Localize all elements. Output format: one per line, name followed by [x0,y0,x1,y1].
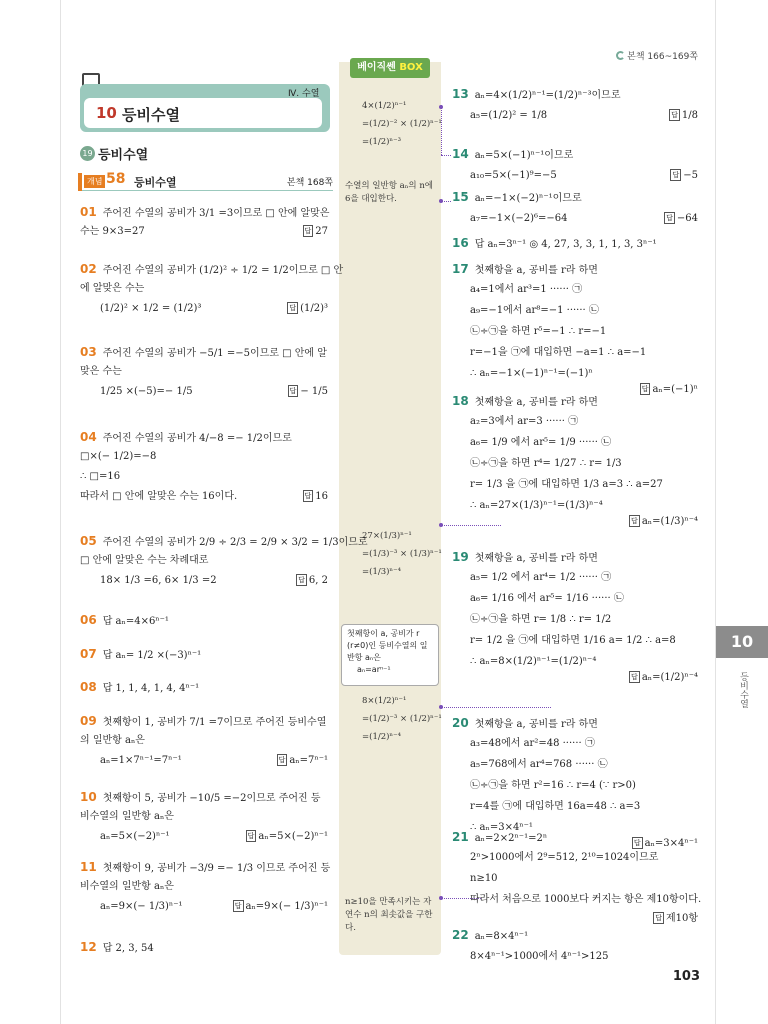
answer-text: −5 [683,170,698,181]
solution-line [452,830,547,846]
answer [664,212,698,224]
solution-line [470,779,636,793]
solution-line [452,928,528,944]
question-number: 08 [80,680,97,694]
solution-line [80,613,169,629]
box-note-line: =(1/2)ⁿ⁻³ [362,137,402,147]
solution-text: aₙ=5×(−2)ⁿ⁻¹ [100,831,170,842]
box-note-line: (r≠0)인 등비수열의 일 [347,641,428,650]
concept-label: 개념 [84,175,105,188]
question-number: 02 [80,262,97,276]
solution-text: a₅=(1/2)² = 1/8 [470,110,548,121]
solution-line [80,262,343,278]
solution-line [452,147,573,163]
solution-line [80,345,327,361]
solution-line [470,436,611,450]
chapter-title: 등비수열 [122,106,180,124]
question-number: 01 [80,205,97,219]
solution-text: r=−1을 ㉠에 대입하면 −a=1 ∴ a=−1 [470,347,647,358]
solution-text: 첫째항을 a, 공비를 r라 하면 [474,553,598,564]
refresh-icon [616,51,625,60]
basic-box-tab [350,58,430,78]
connector-line [441,201,451,202]
solution-text: ㉡÷㉠을 하면 r⁴= 1/27 ∴ r= 1/3 [470,458,622,469]
solution-line [80,680,199,696]
answer-mark-icon: 답 [631,673,638,681]
solution-line [470,499,603,513]
solution-text: 비수열의 일반항 aₙ은 [80,881,174,892]
solution-line [470,737,595,751]
solution-text: a₁₀=5×(−1)⁹=−5 [470,170,557,181]
solution-line [470,950,609,964]
answer-mark-icon: 답 [641,385,649,393]
answer-mark-icon: 답 [672,171,680,179]
solution-line [470,872,498,886]
part-label: Ⅳ. 수열 [288,89,320,99]
solution-line [470,634,676,648]
solution-line [80,365,122,379]
solution-text: 답 aₙ= 1/2 ×(−3)ⁿ⁻¹ [102,650,202,661]
solution-text: aₙ=1×7ⁿ⁻¹=7ⁿ⁻¹ [100,755,182,766]
connector-line [441,155,451,156]
solution-line [470,592,624,606]
solution-line [452,394,598,410]
solution-line [100,574,217,588]
answer [233,900,328,912]
solution-line [452,236,657,252]
box-note-line: 첫째항이 a, 공비가 r [347,629,420,638]
solution-text: 답 1, 1, 4, 1, 4, 4ⁿ⁻¹ [102,683,200,694]
solution-text: aₙ=−1×(−2)ⁿ⁻¹이므로 [474,193,582,204]
solution-line [470,346,646,360]
question-number: 13 [452,87,469,101]
answer [669,109,698,121]
solution-text: aₙ=8×4ⁿ⁻¹ [474,931,529,942]
solution-text: ∴ aₙ=27×(1/3)ⁿ⁻¹=(1/3)ⁿ⁻⁴ [470,500,603,511]
question-number: 10 [80,790,97,804]
answer-text: − 1/5 [300,386,328,397]
solution-line [80,490,237,504]
solution-line [470,304,599,318]
question-number: 15 [452,190,469,204]
answer-text: aₙ=7ⁿ⁻¹ [289,755,328,766]
answer-text: aₙ=(1/2)ⁿ⁻⁴ [641,672,698,683]
solution-text: 수는 9×3=27 [80,226,145,237]
box-note-line: n≥10을 만족시키는 자 [345,897,432,907]
answer [670,169,698,181]
answer [640,383,698,395]
concept-number: 58 [106,171,126,187]
solution-line [100,900,182,914]
answer-text: 27 [315,226,328,237]
solution-text: n≥10 [470,873,498,884]
question-number: 12 [80,940,97,954]
answer-text: aₙ=9×(− 1/3)ⁿ⁻¹ [245,901,328,912]
solution-line [80,647,201,663]
answer [277,754,328,766]
solution-line [80,860,330,876]
solution-text: ∴ aₙ=−1×(−1)ⁿ⁻¹=(−1)ⁿ [470,368,593,379]
answer-text: aₙ=3×4ⁿ⁻¹ [644,838,698,849]
solution-text: r= 1/2 을 ㉠에 대입하면 1/16 a= 1/2 ∴ a=8 [470,635,676,646]
solution-text: (1/2)² × 1/2 = (1/2)³ [100,303,202,314]
box-note-line: 수열의 일반항 aₙ의 n에 [345,181,434,191]
box-note-general-term [341,624,439,686]
question-number: 05 [80,534,97,548]
solution-line [470,478,663,492]
solution-text: 첫째항이 5, 공비가 −10/5 =−2이므로 주어진 등 [102,793,321,804]
box-note-line: 4×(1/2)ⁿ⁻¹ [362,101,407,111]
answer-text: aₙ=(1/3)ⁿ⁻⁴ [641,516,698,527]
answer [303,225,329,237]
answer-mark-icon: 답 [289,304,297,312]
answer [287,302,328,314]
question-number: 11 [80,860,97,874]
solution-line [80,470,120,484]
box-tab-label-highlight: BOX [399,62,423,73]
solution-line [80,554,208,568]
answer-mark-icon: 답 [304,492,312,500]
answer-mark-icon: 답 [304,227,312,235]
answer [246,830,328,842]
solution-text: ㉡÷㉠을 하면 r= 1/8 ∴ r= 1/2 [470,614,612,625]
question-number: 03 [80,345,97,359]
solution-line [470,325,606,339]
page-right-edge [715,0,716,1024]
answer-mark-icon: 답 [247,832,255,840]
solution-text: ∴ aₙ=3×4ⁿ⁻¹ [470,822,533,833]
section-badge: 19 [80,146,95,161]
answer-mark-icon: 답 [289,387,297,395]
solution-line [80,714,326,730]
answer-mark-icon: 답 [633,839,641,847]
solution-line [80,734,145,748]
solution-line [452,190,582,206]
box-note-line: 27×(1/3)ⁿ⁻¹ [362,531,412,541]
solution-text: aₙ=9×(− 1/3)ⁿ⁻¹ [100,901,183,912]
box-note-line: aₙ=arⁿ⁻¹ [357,665,391,674]
solution-line [470,367,593,381]
solution-text: 의 일반항 aₙ은 [80,735,145,746]
solution-text: aₙ=2×2ⁿ⁻¹=2ⁿ [474,833,548,844]
solution-line [100,302,201,316]
solution-line [470,109,547,123]
answer-text: −64 [676,213,698,224]
answer-text: 16 [315,491,328,502]
question-number: 17 [452,262,469,276]
solution-line [80,225,145,239]
solution-line [80,282,144,296]
solution-text: aₙ=4×(1/2)ⁿ⁻¹=(1/2)ⁿ⁻³이므로 [474,90,621,101]
question-number: 04 [80,430,97,444]
solution-text: 주어진 수열의 공비가 3/1 =3이므로 □ 안에 알맞은 [102,208,330,219]
concept-reference: 본책 168쪽 [286,178,333,188]
answer [653,909,698,924]
solution-text: a₂=3에서 ar=3 ······ ㉠ [470,416,579,427]
answer [629,515,698,527]
solution-text: a₇=−1×(−2)⁶=−64 [470,213,568,224]
solution-text: 첫째항을 a, 공비를 r라 하면 [474,265,598,276]
solution-line [470,457,622,471]
solution-line [80,790,321,806]
solution-line [80,534,368,550]
connector-line [441,707,551,708]
box-note-line: 8×(1/2)ⁿ⁻¹ [362,696,407,706]
solution-text: a₆= 1/9 에서 ar⁵= 1/9 ······ ㉡ [470,437,612,448]
solution-line [470,169,557,183]
solution-line [470,655,596,669]
solution-text: 주어진 수열의 공비가 −5/1 =−5이므로 □ 안에 알 [102,348,327,359]
solution-line [80,880,174,894]
solution-text: 1/25 ×(−5)=− 1/5 [100,386,193,397]
solution-text: 에 알맞은 수는 [80,283,145,294]
solution-text: ㉡÷㉠을 하면 r²=16 ∴ r=4 (∵ r>0) [470,780,636,791]
solution-line [452,550,598,566]
answer [296,574,328,586]
box-note-line: 다. [345,923,356,933]
solution-line [452,262,598,278]
page-reference [616,49,698,62]
answer-mark-icon: 답 [278,756,286,764]
chapter-side-tab[interactable]: 10 [716,626,768,658]
question-number: 18 [452,394,469,408]
solution-text: r= 1/3 을 ㉠에 대입하면 1/3 a=3 ∴ a=27 [470,479,663,490]
answer [632,837,698,849]
question-number: 19 [452,550,469,564]
solution-line [470,893,701,907]
answer-mark-icon: 답 [671,111,678,119]
solution-line [470,800,640,814]
solution-line [452,87,621,103]
solution-text: ㉡÷㉠을 하면 r⁵=−1 ∴ r=−1 [470,326,607,337]
solution-text: aₙ=5×(−1)ⁿ⁻¹이므로 [474,150,574,161]
concept-bar [78,173,82,191]
answer-text: (1/2)³ [300,303,328,314]
solution-line [470,613,611,627]
question-number: 20 [452,716,469,730]
question-number: 21 [452,830,469,844]
answer-text: aₙ=5×(−2)ⁿ⁻¹ [258,831,328,842]
box-tab-label: 베이직쎈 [357,62,400,73]
solution-line [80,450,156,464]
solution-text: a₄=1에서 ar³=1 ······ ㉠ [470,284,583,295]
box-note-line: 6을 대입한다. [345,194,397,204]
solution-text: 맞은 수는 [80,366,122,377]
solution-line [452,716,598,732]
solution-text: 첫째항이 1, 공비가 7/1 =7이므로 주어진 등비수열 [102,717,327,728]
solution-text: 따라서 □ 안에 알맞은 수는 16이다. [80,491,238,502]
chapter-side-label: 등비수열 [738,672,748,708]
solution-line [470,571,611,585]
connector-line [441,105,442,155]
answer-mark-icon: 답 [631,517,638,525]
question-number: 22 [452,928,469,942]
solution-text: a₅= 1/2 에서 ar⁴= 1/2 ······ ㉠ [470,572,612,583]
answer-mark-icon: 답 [298,576,305,584]
solution-text: □ 안에 알맞은 수는 차례대로 [80,555,209,566]
solution-text: 첫째항이 9, 공비가 −3/9 =− 1/3 이므로 주어진 등 [102,863,331,874]
solution-line [80,205,329,221]
solution-text: 답 2, 3, 54 [102,943,154,954]
box-note-line: =(1/3)ⁿ⁻⁴ [362,567,402,577]
answer-mark-icon: 답 [666,214,673,222]
section-title: 등비수열 [98,148,149,163]
page-reference-text: 본책 166~169쪽 [627,52,698,62]
answer [288,385,328,397]
question-number: 06 [80,613,97,627]
answer-text: 6, 2 [308,575,328,586]
answer-mark-icon: 답 [234,902,242,910]
solution-text: 따라서 처음으로 1000보다 커지는 항은 제10항이다. [470,894,702,905]
question-number: 09 [80,714,97,728]
page-left-edge [60,0,61,1024]
connector-line [441,525,501,526]
answer-text: aₙ=(−1)ⁿ [652,384,698,395]
solution-text: 비수열의 일반항 aₙ은 [80,811,174,822]
box-note-line: 반항 aₙ은 [347,653,381,662]
chapter-banner-inner [84,98,322,128]
solution-text: 18× 1/3 =6, 6× 1/3 =2 [100,575,217,586]
box-note-line: =(1/2)⁻³ × (1/2)ⁿ⁻¹ [362,714,442,724]
solution-line [80,940,154,956]
answer-mark-icon: 답 [655,914,662,922]
box-note-line: =(1/2)⁻² × (1/2)ⁿ⁻¹ [362,119,442,129]
solution-text: 답 aₙ=3ⁿ⁻¹ ◎ 4, 27, 3, 3, 1, 1, 3, 3ⁿ⁻¹ [474,239,657,250]
solution-text: □×(− 1/2)=−8 [80,451,157,462]
answer-text: 1/8 [681,110,698,121]
box-note-line: =(1/2)ⁿ⁻⁴ [362,732,402,742]
solution-text: 주어진 수열의 공비가 4/−8 =− 1/2이므로 [102,433,292,444]
solution-line [100,385,193,399]
concept-header [78,171,333,191]
solution-line [80,810,174,824]
solution-text: r=4를 ㉠에 대입하면 16a=48 ∴ a=3 [470,801,641,812]
solution-text: 첫째항을 a, 공비를 r라 하면 [474,397,598,408]
solution-text: a₉=−1에서 ar⁸=−1 ······ ㉡ [470,305,599,316]
solution-line [100,754,182,768]
solution-text: a₃=48에서 ar²=48 ······ ㉠ [470,738,595,749]
solution-text: 첫째항을 a, 공비를 r라 하면 [474,719,598,730]
box-note-line: =(1/3)⁻³ × (1/3)ⁿ⁻¹ [362,549,442,559]
solution-text: 주어진 수열의 공비가 (1/2)² ÷ 1/2 = 1/2이므로 □ 안 [102,265,344,276]
concept-title: 등비수열 [134,176,177,189]
chapter-number: 10 [96,104,117,122]
solution-text: 주어진 수열의 공비가 2/9 ÷ 2/3 = 2/9 × 3/2 = 1/3이므로 [102,537,368,548]
solution-line [470,283,582,297]
page-number: 103 [672,969,700,984]
connector-line [441,898,481,899]
question-number: 16 [452,236,469,250]
answer-text: 제10항 [665,913,698,924]
solution-line [80,430,292,446]
solution-line [100,830,170,844]
solution-text: 2ⁿ>1000에서 2⁹=512, 2¹⁰=1024이므로 [470,852,659,863]
solution-text: ∴ □=16 [80,471,121,482]
solution-line [470,758,608,772]
answer [629,671,698,683]
solution-line [470,851,658,865]
question-number: 14 [452,147,469,161]
solution-line [470,212,568,226]
solution-text: ∴ aₙ=8×(1/2)ⁿ⁻¹=(1/2)ⁿ⁻⁴ [470,656,597,667]
solution-text: a₅=768에서 ar⁴=768 ······ ㉡ [470,759,608,770]
answer [303,490,329,502]
solution-text: 답 aₙ=4×6ⁿ⁻¹ [102,616,169,627]
box-note-line: 연수 n의 최솟값을 구한 [345,910,433,920]
solution-text: 8×4ⁿ⁻¹>1000에서 4ⁿ⁻¹>125 [470,951,609,962]
solution-text: a₆= 1/16 에서 ar⁵= 1/16 ······ ㉡ [470,593,624,604]
question-number: 07 [80,647,97,661]
solution-line [470,415,578,429]
